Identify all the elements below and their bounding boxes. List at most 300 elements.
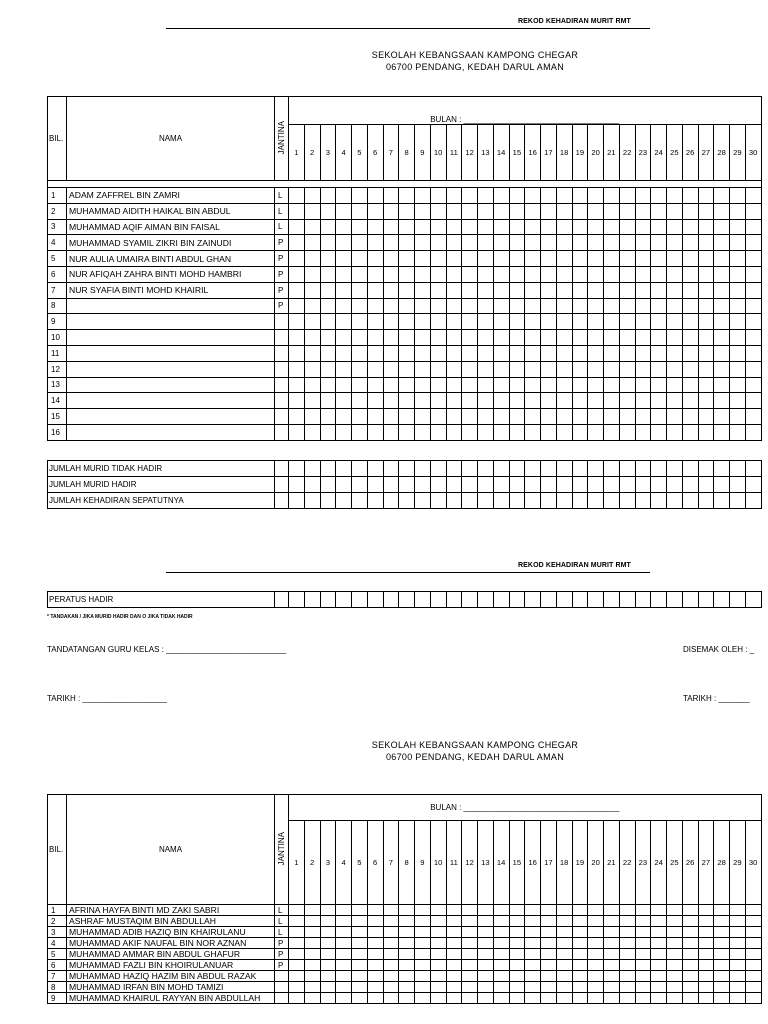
attendance-cell[interactable] (698, 361, 714, 377)
attendance-cell[interactable] (730, 298, 746, 314)
attendance-cell[interactable] (367, 219, 383, 235)
attendance-cell[interactable] (588, 235, 604, 251)
attendance-cell[interactable] (320, 188, 336, 204)
attendance-cell[interactable] (304, 314, 320, 330)
summary-cell[interactable] (541, 493, 557, 509)
attendance-cell[interactable] (478, 960, 494, 971)
attendance-cell[interactable] (462, 393, 478, 409)
summary-cell[interactable] (525, 592, 541, 608)
attendance-cell[interactable] (698, 393, 714, 409)
attendance-cell[interactable] (415, 345, 431, 361)
attendance-cell[interactable] (572, 409, 588, 425)
attendance-cell[interactable] (383, 993, 399, 1004)
attendance-cell[interactable] (714, 982, 730, 993)
attendance-cell[interactable] (289, 938, 305, 949)
attendance-cell[interactable] (667, 409, 683, 425)
attendance-cell[interactable] (556, 960, 572, 971)
attendance-cell[interactable] (336, 916, 352, 927)
attendance-cell[interactable] (289, 949, 305, 960)
attendance-cell[interactable] (367, 916, 383, 927)
attendance-cell[interactable] (493, 251, 509, 267)
attendance-cell[interactable] (714, 377, 730, 393)
attendance-cell[interactable] (446, 203, 462, 219)
attendance-cell[interactable] (667, 424, 683, 440)
attendance-cell[interactable] (604, 188, 620, 204)
summary-cell[interactable] (336, 477, 352, 493)
attendance-cell[interactable] (525, 298, 541, 314)
attendance-cell[interactable] (682, 219, 698, 235)
summary-cell[interactable] (635, 477, 651, 493)
attendance-cell[interactable] (541, 330, 557, 346)
attendance-cell[interactable] (493, 927, 509, 938)
attendance-cell[interactable] (619, 393, 635, 409)
attendance-cell[interactable] (304, 282, 320, 298)
attendance-cell[interactable] (430, 960, 446, 971)
summary-cell[interactable] (352, 461, 368, 477)
attendance-cell[interactable] (399, 298, 415, 314)
attendance-cell[interactable] (304, 938, 320, 949)
summary-cell[interactable] (509, 493, 525, 509)
attendance-cell[interactable] (446, 345, 462, 361)
attendance-cell[interactable] (336, 424, 352, 440)
summary-cell[interactable] (604, 493, 620, 509)
attendance-cell[interactable] (509, 993, 525, 1004)
attendance-cell[interactable] (446, 916, 462, 927)
attendance-cell[interactable] (635, 971, 651, 982)
attendance-cell[interactable] (541, 188, 557, 204)
attendance-cell[interactable] (698, 424, 714, 440)
summary-cell[interactable] (651, 461, 667, 477)
attendance-cell[interactable] (289, 188, 305, 204)
attendance-cell[interactable] (556, 927, 572, 938)
attendance-cell[interactable] (730, 282, 746, 298)
attendance-cell[interactable] (541, 409, 557, 425)
attendance-cell[interactable] (588, 971, 604, 982)
attendance-cell[interactable] (667, 251, 683, 267)
attendance-cell[interactable] (304, 251, 320, 267)
attendance-cell[interactable] (604, 235, 620, 251)
attendance-cell[interactable] (399, 219, 415, 235)
attendance-cell[interactable] (352, 219, 368, 235)
summary-cell[interactable] (415, 461, 431, 477)
attendance-cell[interactable] (446, 960, 462, 971)
attendance-cell[interactable] (588, 314, 604, 330)
attendance-cell[interactable] (556, 971, 572, 982)
summary-cell[interactable] (446, 592, 462, 608)
attendance-cell[interactable] (383, 424, 399, 440)
attendance-cell[interactable] (415, 282, 431, 298)
attendance-cell[interactable] (667, 314, 683, 330)
attendance-cell[interactable] (556, 949, 572, 960)
attendance-cell[interactable] (588, 298, 604, 314)
summary-cell[interactable] (289, 592, 305, 608)
attendance-cell[interactable] (399, 409, 415, 425)
attendance-cell[interactable] (289, 298, 305, 314)
attendance-cell[interactable] (493, 938, 509, 949)
attendance-cell[interactable] (682, 938, 698, 949)
attendance-cell[interactable] (478, 916, 494, 927)
attendance-cell[interactable] (745, 377, 761, 393)
attendance-cell[interactable] (493, 282, 509, 298)
attendance-cell[interactable] (541, 235, 557, 251)
attendance-cell[interactable] (698, 993, 714, 1004)
attendance-cell[interactable] (604, 409, 620, 425)
attendance-cell[interactable] (430, 361, 446, 377)
attendance-cell[interactable] (572, 266, 588, 282)
attendance-cell[interactable] (446, 993, 462, 1004)
attendance-cell[interactable] (556, 916, 572, 927)
attendance-cell[interactable] (493, 905, 509, 916)
attendance-cell[interactable] (635, 188, 651, 204)
attendance-cell[interactable] (730, 345, 746, 361)
attendance-cell[interactable] (367, 982, 383, 993)
attendance-cell[interactable] (588, 282, 604, 298)
attendance-cell[interactable] (651, 282, 667, 298)
attendance-cell[interactable] (415, 235, 431, 251)
attendance-cell[interactable] (619, 949, 635, 960)
attendance-cell[interactable] (572, 938, 588, 949)
attendance-cell[interactable] (304, 377, 320, 393)
attendance-cell[interactable] (430, 377, 446, 393)
attendance-cell[interactable] (320, 905, 336, 916)
attendance-cell[interactable] (430, 393, 446, 409)
attendance-cell[interactable] (336, 298, 352, 314)
attendance-cell[interactable] (352, 409, 368, 425)
summary-cell[interactable] (525, 461, 541, 477)
attendance-cell[interactable] (399, 251, 415, 267)
attendance-cell[interactable] (604, 971, 620, 982)
attendance-cell[interactable] (430, 266, 446, 282)
attendance-cell[interactable] (336, 982, 352, 993)
attendance-cell[interactable] (304, 960, 320, 971)
attendance-cell[interactable] (493, 377, 509, 393)
summary-cell[interactable] (588, 493, 604, 509)
attendance-cell[interactable] (304, 203, 320, 219)
attendance-cell[interactable] (383, 938, 399, 949)
attendance-cell[interactable] (730, 424, 746, 440)
attendance-cell[interactable] (635, 330, 651, 346)
attendance-cell[interactable] (556, 188, 572, 204)
attendance-cell[interactable] (509, 345, 525, 361)
attendance-cell[interactable] (698, 314, 714, 330)
attendance-cell[interactable] (289, 219, 305, 235)
attendance-cell[interactable] (556, 377, 572, 393)
attendance-cell[interactable] (619, 377, 635, 393)
attendance-cell[interactable] (304, 971, 320, 982)
summary-cell[interactable] (446, 493, 462, 509)
attendance-cell[interactable] (588, 424, 604, 440)
summary-cell[interactable] (730, 493, 746, 509)
attendance-cell[interactable] (745, 361, 761, 377)
attendance-cell[interactable] (556, 393, 572, 409)
attendance-cell[interactable] (493, 298, 509, 314)
summary-cell[interactable] (336, 461, 352, 477)
attendance-cell[interactable] (478, 298, 494, 314)
attendance-cell[interactable] (572, 424, 588, 440)
attendance-cell[interactable] (714, 330, 730, 346)
attendance-cell[interactable] (556, 219, 572, 235)
attendance-cell[interactable] (367, 266, 383, 282)
attendance-cell[interactable] (635, 949, 651, 960)
attendance-cell[interactable] (462, 330, 478, 346)
attendance-cell[interactable] (383, 251, 399, 267)
summary-cell[interactable] (698, 477, 714, 493)
attendance-cell[interactable] (399, 960, 415, 971)
summary-cell[interactable] (714, 461, 730, 477)
attendance-cell[interactable] (430, 251, 446, 267)
attendance-cell[interactable] (588, 982, 604, 993)
attendance-cell[interactable] (588, 993, 604, 1004)
attendance-cell[interactable] (556, 314, 572, 330)
attendance-cell[interactable] (698, 298, 714, 314)
attendance-cell[interactable] (635, 298, 651, 314)
attendance-cell[interactable] (430, 409, 446, 425)
attendance-cell[interactable] (525, 938, 541, 949)
summary-cell[interactable] (730, 477, 746, 493)
attendance-cell[interactable] (682, 298, 698, 314)
attendance-cell[interactable] (682, 971, 698, 982)
attendance-cell[interactable] (320, 424, 336, 440)
attendance-cell[interactable] (698, 982, 714, 993)
attendance-cell[interactable] (462, 298, 478, 314)
attendance-cell[interactable] (462, 409, 478, 425)
attendance-cell[interactable] (478, 938, 494, 949)
attendance-cell[interactable] (619, 905, 635, 916)
summary-cell[interactable] (446, 477, 462, 493)
attendance-cell[interactable] (525, 203, 541, 219)
attendance-cell[interactable] (304, 916, 320, 927)
attendance-cell[interactable] (352, 203, 368, 219)
attendance-cell[interactable] (588, 377, 604, 393)
attendance-cell[interactable] (745, 393, 761, 409)
attendance-cell[interactable] (588, 938, 604, 949)
attendance-cell[interactable] (525, 314, 541, 330)
attendance-cell[interactable] (541, 949, 557, 960)
attendance-cell[interactable] (352, 345, 368, 361)
attendance-cell[interactable] (462, 251, 478, 267)
attendance-cell[interactable] (352, 905, 368, 916)
attendance-cell[interactable] (651, 993, 667, 1004)
attendance-cell[interactable] (399, 188, 415, 204)
attendance-cell[interactable] (289, 266, 305, 282)
attendance-cell[interactable] (604, 960, 620, 971)
attendance-cell[interactable] (446, 409, 462, 425)
attendance-cell[interactable] (462, 188, 478, 204)
attendance-cell[interactable] (541, 905, 557, 916)
attendance-cell[interactable] (430, 927, 446, 938)
attendance-cell[interactable] (509, 905, 525, 916)
attendance-cell[interactable] (383, 298, 399, 314)
attendance-cell[interactable] (619, 188, 635, 204)
attendance-cell[interactable] (462, 960, 478, 971)
attendance-cell[interactable] (745, 916, 761, 927)
attendance-cell[interactable] (446, 219, 462, 235)
attendance-cell[interactable] (588, 251, 604, 267)
attendance-cell[interactable] (383, 219, 399, 235)
attendance-cell[interactable] (415, 188, 431, 204)
attendance-cell[interactable] (320, 982, 336, 993)
attendance-cell[interactable] (667, 993, 683, 1004)
summary-cell[interactable] (289, 461, 305, 477)
attendance-cell[interactable] (525, 960, 541, 971)
attendance-cell[interactable] (682, 282, 698, 298)
attendance-cell[interactable] (304, 298, 320, 314)
attendance-cell[interactable] (698, 905, 714, 916)
attendance-cell[interactable] (336, 361, 352, 377)
attendance-cell[interactable] (745, 949, 761, 960)
attendance-cell[interactable] (509, 409, 525, 425)
attendance-cell[interactable] (367, 971, 383, 982)
summary-cell[interactable] (635, 592, 651, 608)
attendance-cell[interactable] (745, 960, 761, 971)
summary-cell[interactable] (541, 592, 557, 608)
attendance-cell[interactable] (572, 330, 588, 346)
attendance-cell[interactable] (446, 424, 462, 440)
attendance-cell[interactable] (336, 282, 352, 298)
attendance-cell[interactable] (698, 960, 714, 971)
attendance-cell[interactable] (352, 251, 368, 267)
attendance-cell[interactable] (525, 282, 541, 298)
attendance-cell[interactable] (619, 251, 635, 267)
attendance-cell[interactable] (714, 235, 730, 251)
attendance-cell[interactable] (383, 266, 399, 282)
attendance-cell[interactable] (604, 927, 620, 938)
summary-cell[interactable] (667, 461, 683, 477)
attendance-cell[interactable] (493, 982, 509, 993)
attendance-cell[interactable] (320, 314, 336, 330)
attendance-cell[interactable] (415, 361, 431, 377)
attendance-cell[interactable] (415, 927, 431, 938)
attendance-cell[interactable] (336, 330, 352, 346)
attendance-cell[interactable] (572, 927, 588, 938)
attendance-cell[interactable] (352, 960, 368, 971)
attendance-cell[interactable] (383, 916, 399, 927)
summary-cell[interactable] (478, 592, 494, 608)
attendance-cell[interactable] (289, 982, 305, 993)
attendance-cell[interactable] (462, 314, 478, 330)
attendance-cell[interactable] (572, 393, 588, 409)
attendance-cell[interactable] (367, 960, 383, 971)
attendance-cell[interactable] (399, 916, 415, 927)
attendance-cell[interactable] (541, 314, 557, 330)
attendance-cell[interactable] (714, 251, 730, 267)
attendance-cell[interactable] (667, 345, 683, 361)
attendance-cell[interactable] (619, 927, 635, 938)
attendance-cell[interactable] (698, 971, 714, 982)
attendance-cell[interactable] (289, 251, 305, 267)
attendance-cell[interactable] (604, 916, 620, 927)
summary-cell[interactable] (541, 461, 557, 477)
attendance-cell[interactable] (588, 409, 604, 425)
attendance-cell[interactable] (525, 345, 541, 361)
attendance-cell[interactable] (619, 314, 635, 330)
attendance-cell[interactable] (635, 361, 651, 377)
summary-cell[interactable] (430, 493, 446, 509)
attendance-cell[interactable] (289, 377, 305, 393)
attendance-cell[interactable] (320, 203, 336, 219)
attendance-cell[interactable] (667, 938, 683, 949)
attendance-cell[interactable] (415, 409, 431, 425)
attendance-cell[interactable] (383, 377, 399, 393)
attendance-cell[interactable] (478, 203, 494, 219)
attendance-cell[interactable] (383, 971, 399, 982)
attendance-cell[interactable] (289, 993, 305, 1004)
attendance-cell[interactable] (588, 203, 604, 219)
summary-cell[interactable] (320, 493, 336, 509)
attendance-cell[interactable] (462, 993, 478, 1004)
attendance-cell[interactable] (352, 361, 368, 377)
attendance-cell[interactable] (399, 330, 415, 346)
attendance-cell[interactable] (572, 982, 588, 993)
attendance-cell[interactable] (635, 377, 651, 393)
summary-cell[interactable] (289, 477, 305, 493)
attendance-cell[interactable] (604, 330, 620, 346)
attendance-cell[interactable] (430, 971, 446, 982)
attendance-cell[interactable] (304, 993, 320, 1004)
attendance-cell[interactable] (619, 982, 635, 993)
summary-cell[interactable] (352, 477, 368, 493)
attendance-cell[interactable] (682, 393, 698, 409)
attendance-cell[interactable] (588, 330, 604, 346)
attendance-cell[interactable] (556, 203, 572, 219)
attendance-cell[interactable] (730, 993, 746, 1004)
attendance-cell[interactable] (383, 905, 399, 916)
attendance-cell[interactable] (667, 266, 683, 282)
summary-cell[interactable] (430, 592, 446, 608)
attendance-cell[interactable] (462, 345, 478, 361)
attendance-cell[interactable] (541, 266, 557, 282)
attendance-cell[interactable] (604, 314, 620, 330)
attendance-cell[interactable] (667, 982, 683, 993)
summary-cell[interactable] (682, 493, 698, 509)
attendance-cell[interactable] (730, 377, 746, 393)
attendance-cell[interactable] (509, 916, 525, 927)
attendance-cell[interactable] (682, 203, 698, 219)
attendance-cell[interactable] (430, 235, 446, 251)
attendance-cell[interactable] (304, 188, 320, 204)
attendance-cell[interactable] (509, 188, 525, 204)
attendance-cell[interactable] (556, 361, 572, 377)
attendance-cell[interactable] (399, 361, 415, 377)
attendance-cell[interactable] (415, 377, 431, 393)
attendance-cell[interactable] (525, 377, 541, 393)
attendance-cell[interactable] (619, 235, 635, 251)
attendance-cell[interactable] (430, 298, 446, 314)
attendance-cell[interactable] (730, 188, 746, 204)
attendance-cell[interactable] (730, 938, 746, 949)
attendance-cell[interactable] (304, 219, 320, 235)
attendance-cell[interactable] (289, 424, 305, 440)
attendance-cell[interactable] (352, 330, 368, 346)
attendance-cell[interactable] (698, 251, 714, 267)
attendance-cell[interactable] (635, 345, 651, 361)
summary-cell[interactable] (714, 493, 730, 509)
attendance-cell[interactable] (493, 916, 509, 927)
attendance-cell[interactable] (698, 916, 714, 927)
attendance-cell[interactable] (698, 266, 714, 282)
attendance-cell[interactable] (619, 345, 635, 361)
attendance-cell[interactable] (745, 971, 761, 982)
attendance-cell[interactable] (541, 424, 557, 440)
attendance-cell[interactable] (635, 314, 651, 330)
attendance-cell[interactable] (446, 251, 462, 267)
attendance-cell[interactable] (430, 982, 446, 993)
attendance-cell[interactable] (714, 203, 730, 219)
summary-cell[interactable] (714, 592, 730, 608)
attendance-cell[interactable] (336, 203, 352, 219)
attendance-cell[interactable] (509, 938, 525, 949)
summary-cell[interactable] (320, 461, 336, 477)
